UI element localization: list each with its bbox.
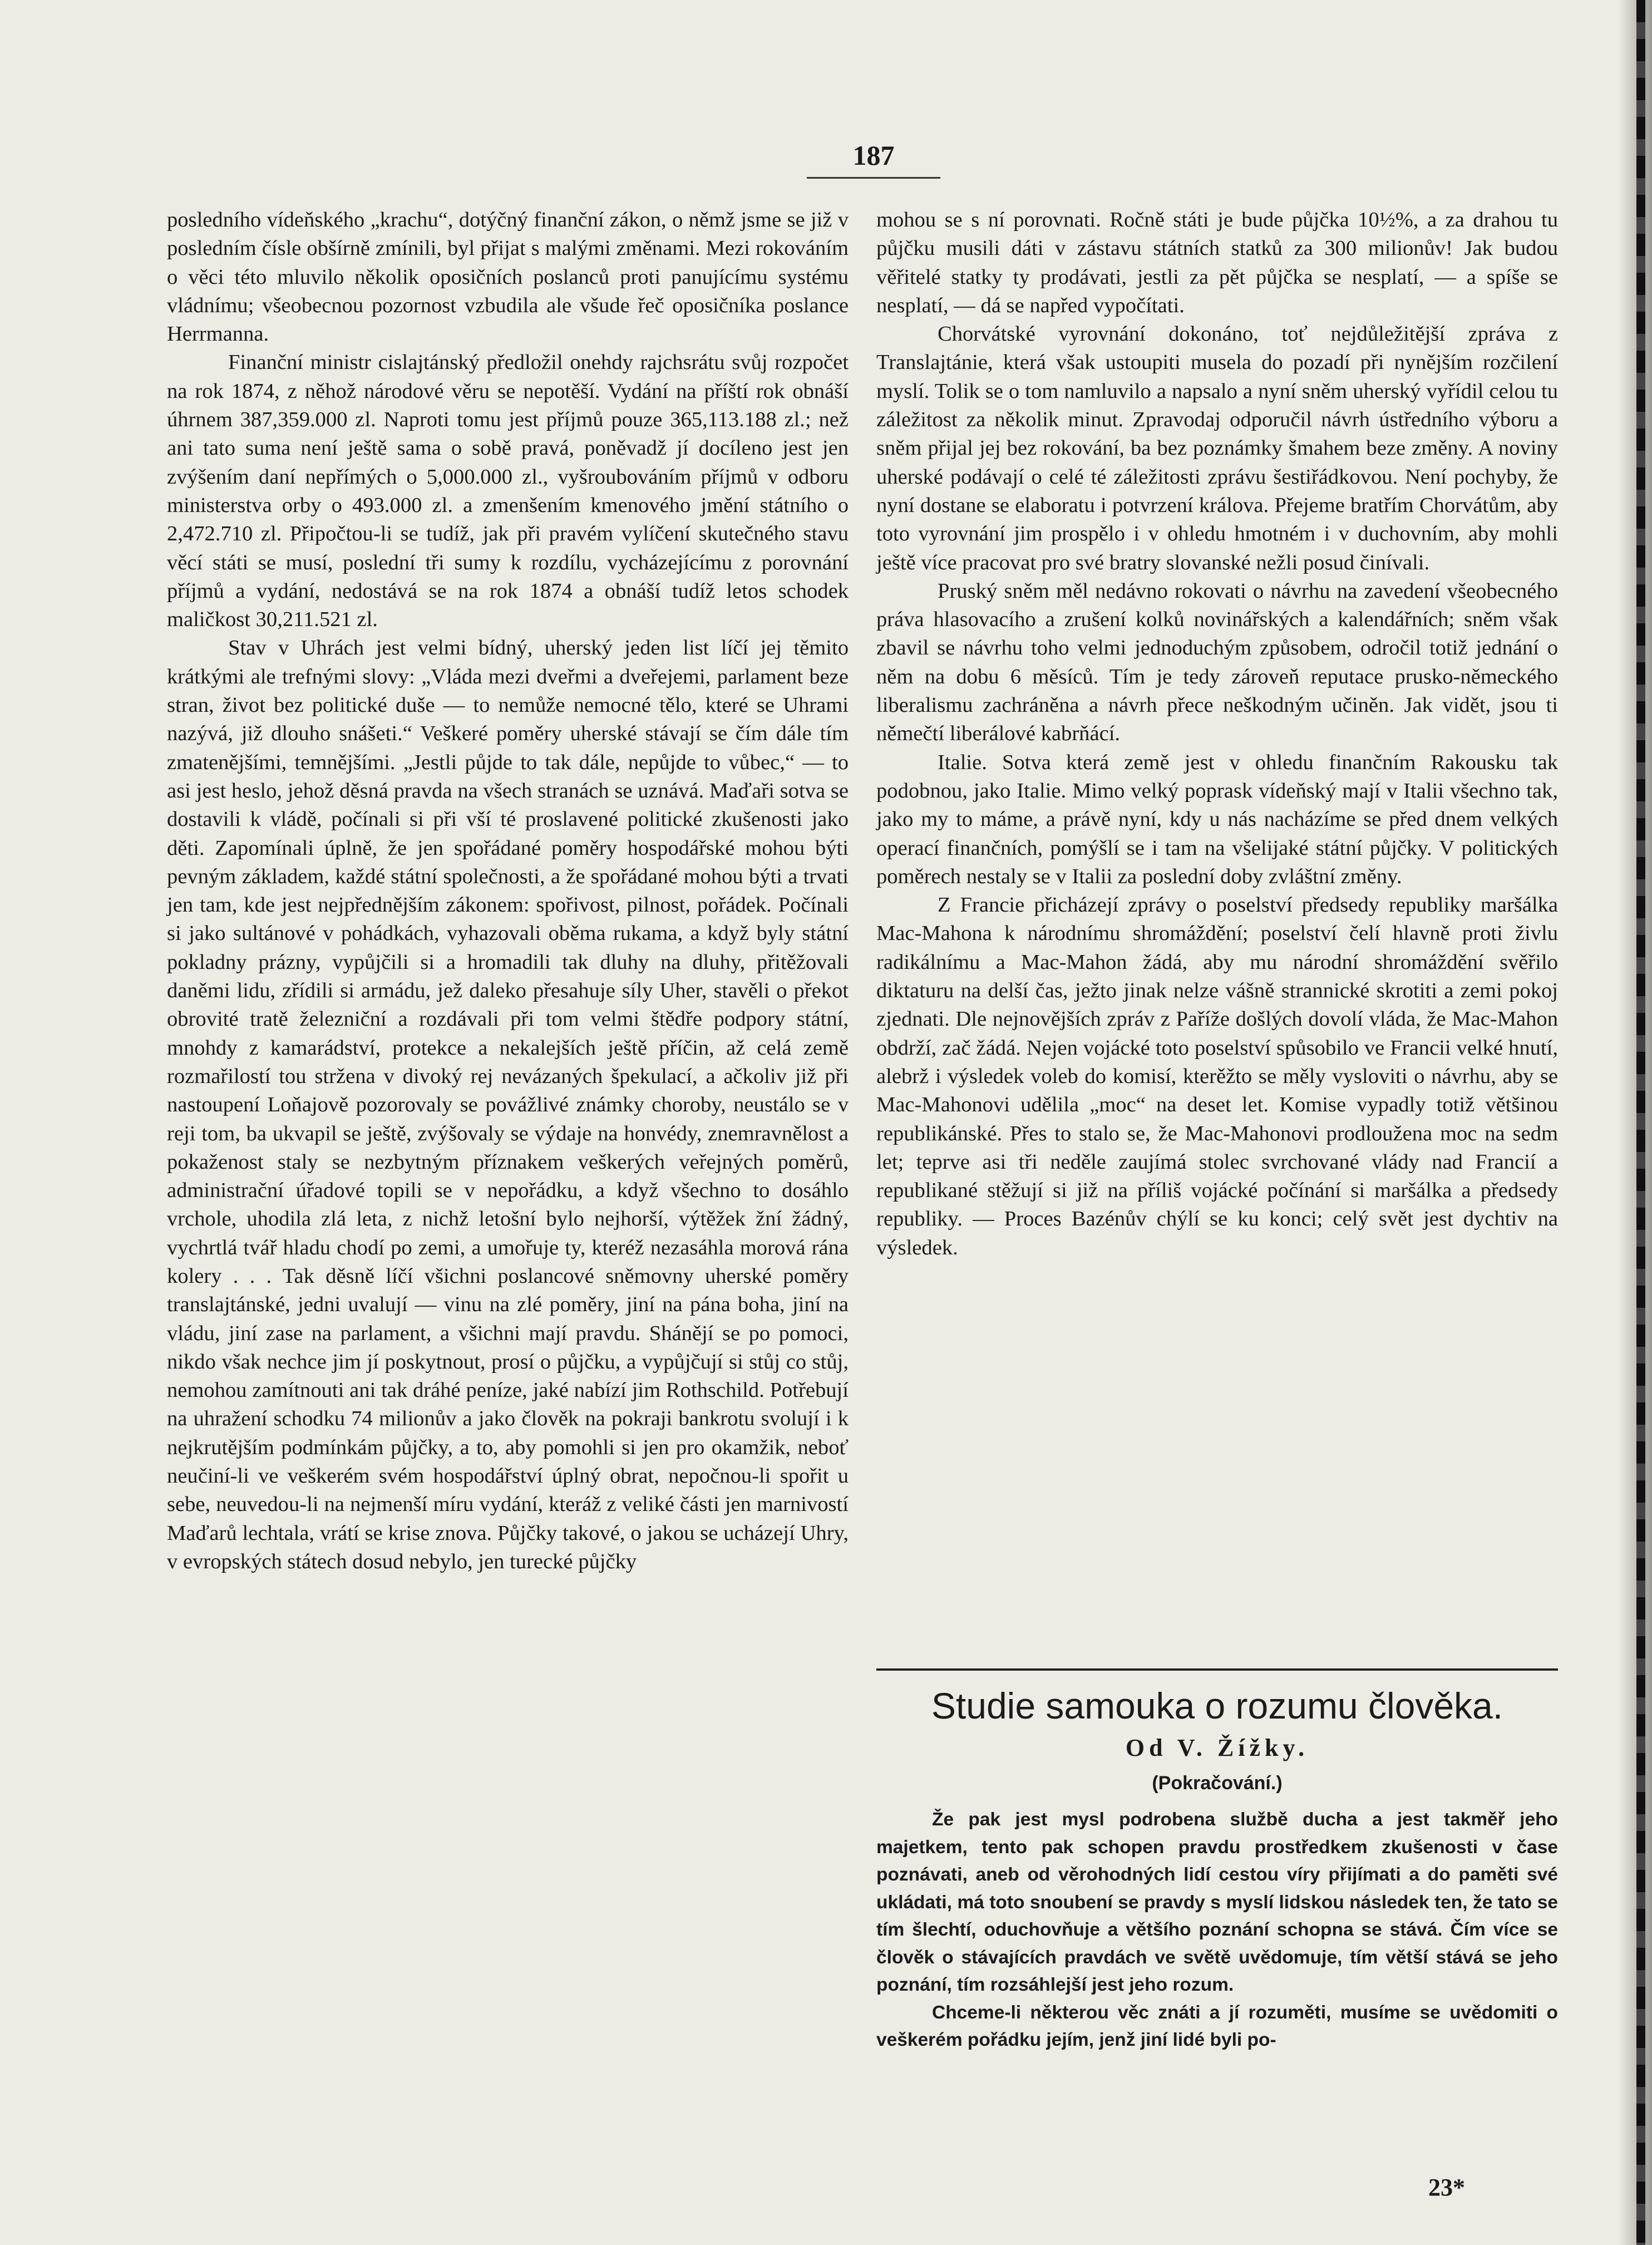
page-number: 187 [852,140,895,171]
right-paragraph-1: mohou se s ní porovnati. Ročně státi je bude půjčka 10½%, a za drahou tu půjčku musili dáti v zástavu státních statků za 300 milionův! Jak budou věřitelé statky ty prodávati, jestli za pět půjčka se nesplatí, — a spíše se nesplatí, — dá se napřed vypočítati. [876,208,1558,317]
article-title: Studie samouka o rozumu člověka. [931,1685,1503,1726]
right-paragraph-2: Chorvátské vyrovnání dokonáno, toť nejdůležitější zpráva z Translajtánie, která však ustoupiti musela do pozadí při nynějším rozčilení myslí. Tolik se o tom namluvilo a napsalo a nyní sněm uherský vyřídil celou tu záležitost za několik minut. Zpravodaj odporučil návrh ústředního výboru a sněm přijal jej bez rokování, ba bez poznámky šmahem beze změny. A noviny uherské podávají o celé té záležitosti zprávu šestiřádkovou. Není pochyby, že nyní dostane se elaboratu i potvrzení králova. Přejeme bratřím Chorvátům, aby toto vyrovnání jim prospělo i v ohledu hmotném i v duchovním, aby mohli ještě více pracovat pro své bratry slovanské nežli posud činívali. [876,322,1558,574]
left-paragraph-3: Stav v Uhrách jest velmi bídný, uherský jeden list líčí jej těmito krátkými ale trefnými slovy: „Vláda mezi dveřmi a dveřejemi, parlament beze stran, život bez politické duše — to nemůže nemocné tělo, které se Uhrami nazývá, již dlouho snášeti.“ Veškeré poměry uherské stávají se čím dále tím zmatenějšími, temnějšími. „Jestli půjde to tak dále, nepůjde to vůbec,“ — to asi jest heslo, jehož děsná pravda na všech stranách se uznává. Maďaři sotva se dostavili k vládě, počínali si při vší té proslavené politické zkušenosti jako děti. Zapomínali úplně, že jen spořádané poměry hospodářské mohou býti pevným základem, každé státní společnosti, a že spořádané mohou býti a trvati jen tam, kde jest nejpřednějším zákonem: spořivost, pilnost, pořádek. Počínali si jako sultánové v pohádkách, vyhazovali oběma rukama, a když byly státní pokladny prázny, vypůjčili si a hromadili tak dluhy na dluhy, přitěžovali daněmi lidu, zřídili si armádu, jež daleko přesahuje síly Uher, stavěli o překot obrovité tratě železniční a rozdávali při tom velmi štědře podpory státní, mnohdy z kamarádství, protekce a nekalejších ještě příčin, až celá země rozmařilostí tou stržena v divoký rej nevázaných špekulací, a ačkoliv již při nastoupení Loňajově pozorovaly se povážlivé známky choroby, neustálo se v reji tom, ba ukvapil se ještě, zvýšovaly se výdaje na honvédy, znemravnělost a pokaženost staly se nezbytným příznakem veškerých veřejných poměrů, administrační úřadové topili se v nepořádku, a když všechno to dosáhlo vrchole, uhodila zlá leta, z nichž letošní bylo nejhorší, výtěžek žní žádný, vychrtlá tvář hladu chodí po zemi, a umořuje ty, kteréž nezasáhla morová rána kolery . . . Tak děsně líčí všichni poslancové sněmovny uherské poměry translajtánské, jedni uvalují — vinu na zlé poměry, jiní na pána boha, jiní na vládu, jiní zase na parlament, a všichni mají pravdu. Shánějí se po pomoci, nikdo však nechce jim jí poskytnout, prosí o půjčku, a vypůjčují si stůj co stůj, nemohou zamítnouti ani tak dráhé peníze, jaké nabízí jim Rothschild. Potřebují na uhražení schodku 74 milionův a jako člověk na pokraji bankrotu svolují i k nejkrutějším podmínkám půjčky, a to, aby pomohli si jen pro okamžik, neboť neučiní-li ve veškerém svém hospodářství úplný obrat, nepočnou-li spořit u sebe, neuvedou-li na nejmenší míru vydání, kteráž z veliké části jen marnivostí Maďarů lechtala, vrátí se krise znova. Půjčky takové, o jakou se ucházejí Uhry, v evropských státech dosud nebylo, jen turecké půjčky [167,636,849,1573]
left-paragraph-2: Finanční ministr cislajtánský předložil onehdy rajchsrátu svůj rozpočet na rok 1874, z něhož národové věru se nepotěší. Vydání na příští rok obnáší úhrnem 387,359.000 zl. Naproti tomu jest příjmů pouze 365,113.188 zl.; než ani tato suma není ještě sama o sobě pravá, poněvadž jí docíleno jest jen zvýšením daní nepřímých o 5,000.000 zl., vyšroubováním příjmů v odboru ministerstva orby o 493.000 zl. a zmenšením kmenového jmění státního o 2,472.710 zl. Připočtou-li se tudíž, jak při pravém vylíčení skutečného stavu věcí státi se musí, poslední tři sumy k rozdílu, vycházejícímu z porovnání příjmů a vydání, nedostává se na rok 1874 a obnáší tudíž letos schodek maličkost 30,211.521 zl. [167,351,849,632]
article-body [876,1806,1558,2054]
right-paragraph-5: Z Francie přicházejí zprávy o poselství předsedy republiky maršálka Mac-Mahona k národnímu shromáždění; poselství čelí hlavně proti živlu radikálnímu a Mac-Mahon žádá, aby mu národní shromáždění svěřilo diktaturu na delší čas, ježto jinak nelze vášně strannické skrotiti a zemi pokoj zjednati. Dle nejnovějších zpráv z Paříže došlých dovolí vláda, že Mac-Mahon obdrží, zač žádá. Nejen vojácké toto poselství spůsobilo ve Francii velké hnutí, alebrž i výsledek voleb do komisí, kterěžto se měly vysloviti o návrhu, aby se Mac-Mahonovi udělila „moc“ na deset let. Komise vypadly totiž většinou republikánské. Přes to stalo se, že Mac-Mahonovi prodloužena moc na sedm let; teprve asi tři neděle zaujímá stolec svrchované vlády nad Francií a republikané stěžují si již na příliš vojácké počínání si maršálka a předsedy republiky. — Proces Bazénův chýlí se ku konci; celý svět jest dychtiv na výsledek. [876,893,1558,1259]
section-divider [876,1668,1558,1671]
left-paragraph-1: posledního vídeňského „krachu“, dotýčný finanční zákon, o němž jsme se již v posledním čísle obšírně zmínili, byl přijat s malými změnami. Mezi rokováním o věci této mluvilo několik oposičních poslanců proti panujícímu systému vládnímu; všeobecnou pozornost vzbudila ale všude řeč oposičníka poslance Herrmanna. [167,208,849,346]
sheet-signature: 23* [1428,2174,1465,2201]
continued-note: (Pokračování.) [1152,1773,1283,1794]
article-paragraph-2: Chceme-li některou věc znáti a jí rozuměti, musíme se uvědomiti o veškerém pořádku jejím, jenž jiní lidé byli po- [876,2002,1558,2050]
right-column [876,206,1558,1262]
header-rule [807,177,940,179]
right-paragraph-4: Italie. Sotva která země jest v ohledu finančním Rakousku tak podobnou, jako Italie. Mimo velký poprask vídeňský mají v Italii všechno tak, jako my to máme, a právě nyní, kdy u nás nacházíme se před dnem velkých operací finančních, pomýšlí se i tam na všelijaké státní půjčky. V politických poměrech nestaly se v Italii za poslední doby zvláštní změny. [876,750,1558,888]
article-paragraph-1: Že pak jest mysl podrobena službě ducha a jest takměř jeho majetkem, tento pak schopen pravdu prostředkem zkušenosti v čase poznávati, aneb od věrohodných lidí cestou víry přijímati a do paměti své ukládati, má toto snoubení se pravdy s myslí lidskou následek ten, že tato se tím šlechtí, oduchovňuje a většího poznání schopna se stává. Čím více se člověk o stávajících pravdách ve světě uvědomuje, tím větší stává se jeho poznání, tím rozsáhlejší jest jeho rozum. [876,1809,1558,1995]
page-edge-shadow [1619,0,1652,2245]
binding-edge [1636,0,1645,2245]
article-author: Od V. Žížky. [1125,1734,1309,1761]
right-paragraph-3: Pruský sněm měl nedávno rokovati o návrhu na zavedení všeobecného práva hlasovacího a zrušení kolků novinářských a kalendářních; sněm však zbavil se návrhu toho velmi jednoduchým způsobem, odročil totiž jednání o něm na dobu 6 měsíců. Tím je tedy zároveň reputace prusko-německého liberalismu zachráněna a návrh přece neškodným učiněn. Jak vidět, jsou ti němečtí liberálové kabrňácí. [876,579,1558,746]
left-column [167,206,849,1576]
